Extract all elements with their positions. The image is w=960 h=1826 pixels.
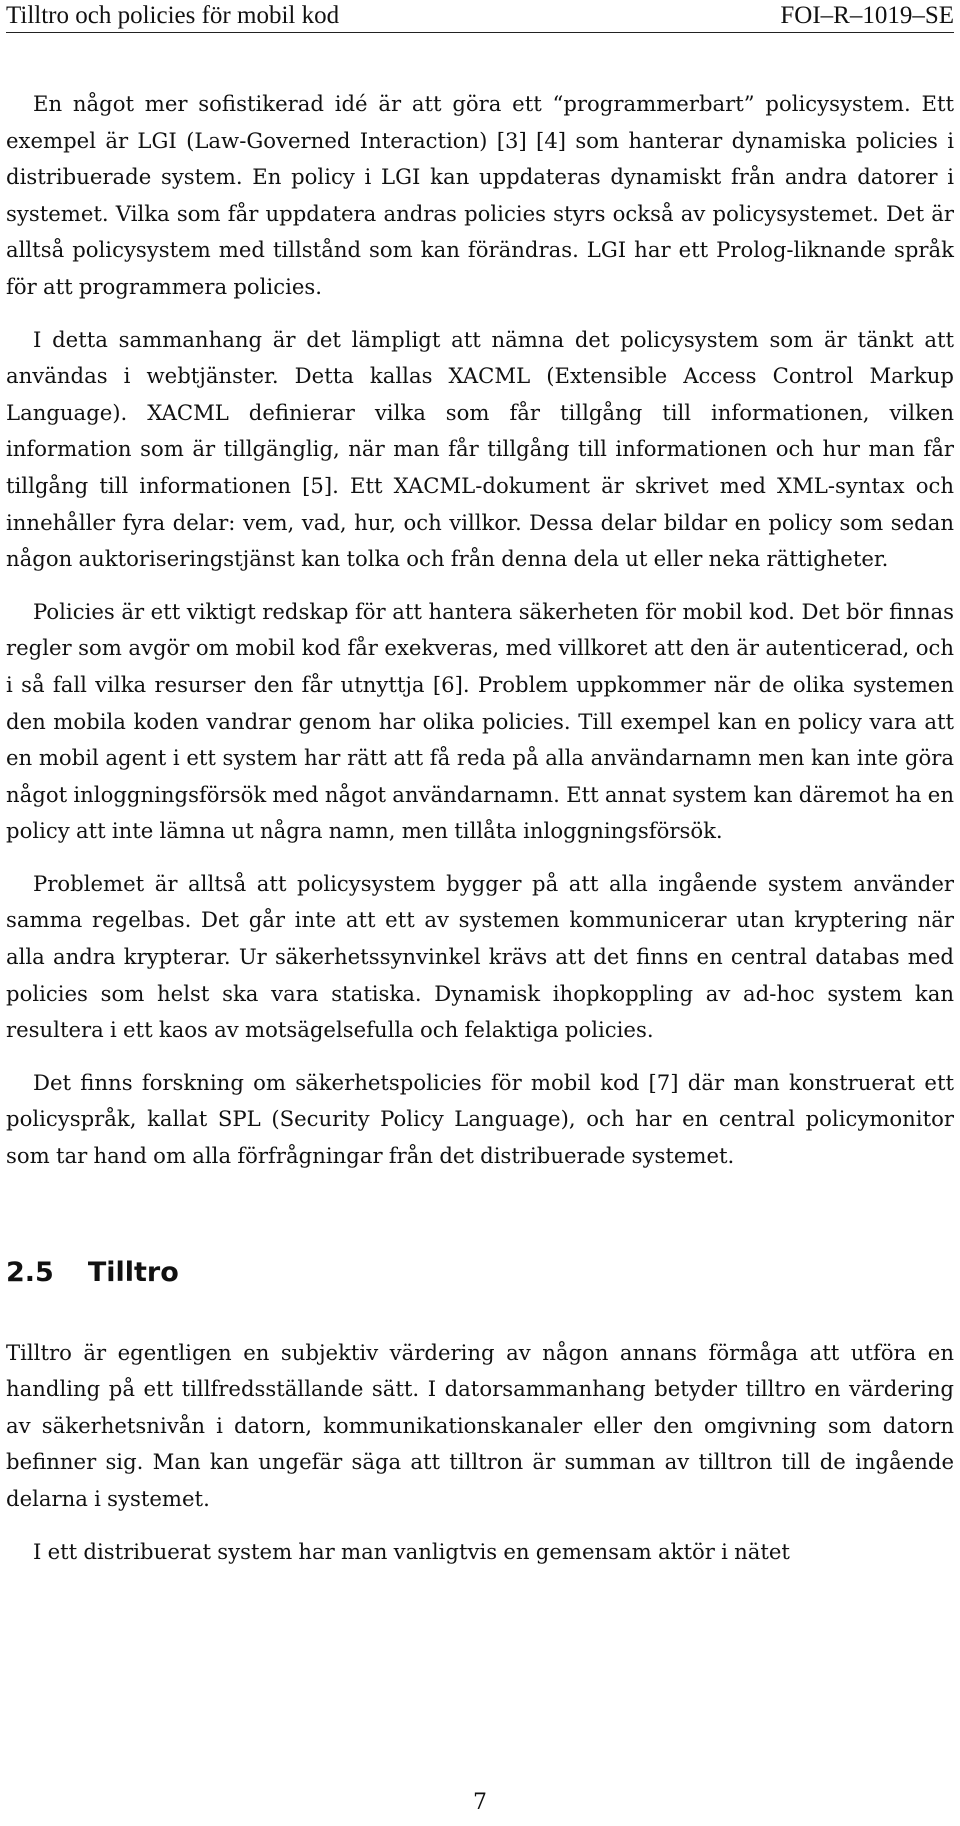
- paragraph-spl: Det finns forskning om säkerhetspolicies för mobil kod [7] där man konstruerat ett policyspråk, kallat SPL (Security Policy Language), och har en central policymonitor som tar hand om alla förfrågningar från det distribuerade systemet.: [6, 1069, 954, 1169]
- header-report-number: FOI–R–1019–SE: [780, 2, 954, 29]
- paragraph-distributed-system: I ett distribuerat system har man vanligtvis en gemensam aktör i nätet: [33, 1538, 790, 1564]
- running-header: [6, 0, 954, 33]
- header-title: Tilltro och policies för mobil kod: [6, 2, 340, 29]
- section-heading: [6, 1255, 954, 1291]
- paragraph-mobile-code-policies: Policies är ett viktigt redskap för att hantera säkerheten för mobil kod. Det bör finnas regler som avgör om mobil kod får exekveras, med villkoret att den är autenticerad, och i så fall vilka resurser den får utnyttja [6]. Problem uppkommer när de olika systemen den mobila koden vandrar genom har olika policies. Till exempel kan en policy vara att en mobil agent i ett system har rätt att få reda på alla användarnamn men kan inte göra något inloggningsförsök med något användarnamn. Ett annat system kan däremot ha en policy att inte lämna ut några namn, men tillåta inloggningsförsök.: [6, 598, 954, 844]
- section-number: 2.5: [6, 1256, 54, 1288]
- paragraph-xacml: I detta sammanhang är det lämpligt att nämna det policysystem som är tänkt att användas i webtjänster. Detta kallas XACML (Extensible Access Control Markup Language). XACML definierar vilka som får tillgång till informationen, vilken information som är tillgänglig, när man får tillgång till informationen och hur man får tillgång till informationen [5]. Ett XACML-dokument är skrivet med XML-syntax och innehåller fyra delar: vem, vad, hur, och villkor. Dessa delar bildar en policy som sedan någon auktoriseringstjänst kan tolka och från denna dela ut eller neka rättigheter.: [6, 326, 954, 572]
- paragraph-policy-problem: Problemet är alltså att policysystem bygger på att alla ingående system använder samma regelbas. Det går inte att ett av systemen kommunicerar utan kryptering när alla andra krypterar. Ur säkerhetssynvinkel krävs att det finns en central databas med policies som helst ska vara statiska. Dynamisk ihopkoppling av ad-hoc system kan resultera i ett kaos av motsägelsefulla och felaktiga policies.: [6, 870, 954, 1043]
- section-title: Tilltro: [87, 1256, 179, 1288]
- paragraph-tilltro-definition: Tilltro är egentligen en subjektiv värdering av någon annans förmåga att utföra en handling på ett tillfredsställande sätt. I datorsammanhang betyder tilltro en värdering av säkerhetsnivån i datorn, kommunikationskanaler eller den omgivning som datorn befinner sig. Man kan ungefär säga att tilltron är summan av tilltron till de ingående delarna i systemet.: [6, 1339, 954, 1511]
- page-number: 7: [473, 1790, 487, 1815]
- paragraph-lgi: En något mer sofistikerad idé är att göra ett “programmerbart” policysystem. Ett exempel är LGI (Law-Governed Interaction) [3] [4] som hanterar dynamiska policies i distribuerade system. En policy i LGI kan uppdateras dynamiskt från andra datorer i systemet. Vilka som får uppdatera andras policies styrs också av policysystemet. Det är alltså policysystem med tillstånd som kan förändras. LGI har ett Prolog-liknande språk för att programmera policies.: [6, 91, 954, 299]
- body-text: [6, 86, 954, 1570]
